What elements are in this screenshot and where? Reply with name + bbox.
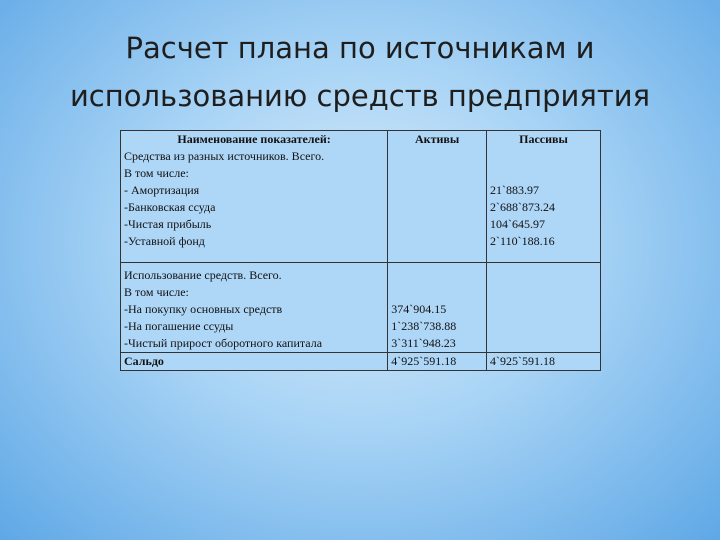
- indicators-header: Наименование показателей:: [177, 132, 331, 146]
- row-label: В том числе:: [124, 285, 189, 299]
- row-label: В том числе:: [124, 166, 189, 180]
- uses-liabilities-cell: [487, 263, 601, 353]
- sources-label-cell: [121, 131, 388, 263]
- value: 2`110`188.16: [490, 234, 555, 248]
- value: 374`904.15: [391, 302, 447, 316]
- liabilities-header: Пассивы: [519, 132, 568, 146]
- row-label: - Амортизация: [124, 183, 200, 197]
- value: 104`645.97: [490, 217, 546, 231]
- value: 1`238`738.88: [391, 319, 457, 333]
- title-line-1: Расчет плана по источникам и: [125, 31, 595, 65]
- row-label: Средства из разных источников. Всего.: [124, 149, 325, 163]
- uses-label-cell: [121, 263, 388, 353]
- funds-plan-table: [120, 130, 601, 371]
- row-label: Использование средств. Всего.: [124, 268, 282, 282]
- row-label: -На погашение ссуды: [124, 319, 234, 333]
- sources-liabilities-cell: [487, 131, 601, 263]
- sources-assets-cell: [388, 131, 487, 263]
- value: 2`688`873.24: [490, 200, 556, 214]
- sources-row: [121, 131, 601, 263]
- value: 3`311`948.23: [391, 336, 456, 350]
- slide-title: [20, 24, 700, 120]
- saldo-assets: 4`925`591.18: [388, 353, 487, 371]
- uses-assets-cell: [388, 263, 487, 353]
- saldo-row: [121, 353, 601, 371]
- row-label: -Чистая прибыль: [124, 217, 212, 231]
- uses-row: [121, 263, 601, 353]
- value: 21`883.97: [490, 183, 540, 197]
- saldo-liabilities: 4`925`591.18: [487, 353, 601, 371]
- row-label: -Уставной фонд: [124, 234, 205, 248]
- saldo-label: Сальдо: [121, 353, 388, 371]
- row-label: -Чистый прирост оборотного капитала: [124, 336, 323, 350]
- row-label: -На покупку основных средств: [124, 302, 283, 316]
- row-label: -Банковская ссуда: [124, 200, 216, 214]
- assets-header: Активы: [415, 132, 460, 146]
- title-line-2: использованию средств предприятия: [69, 79, 651, 113]
